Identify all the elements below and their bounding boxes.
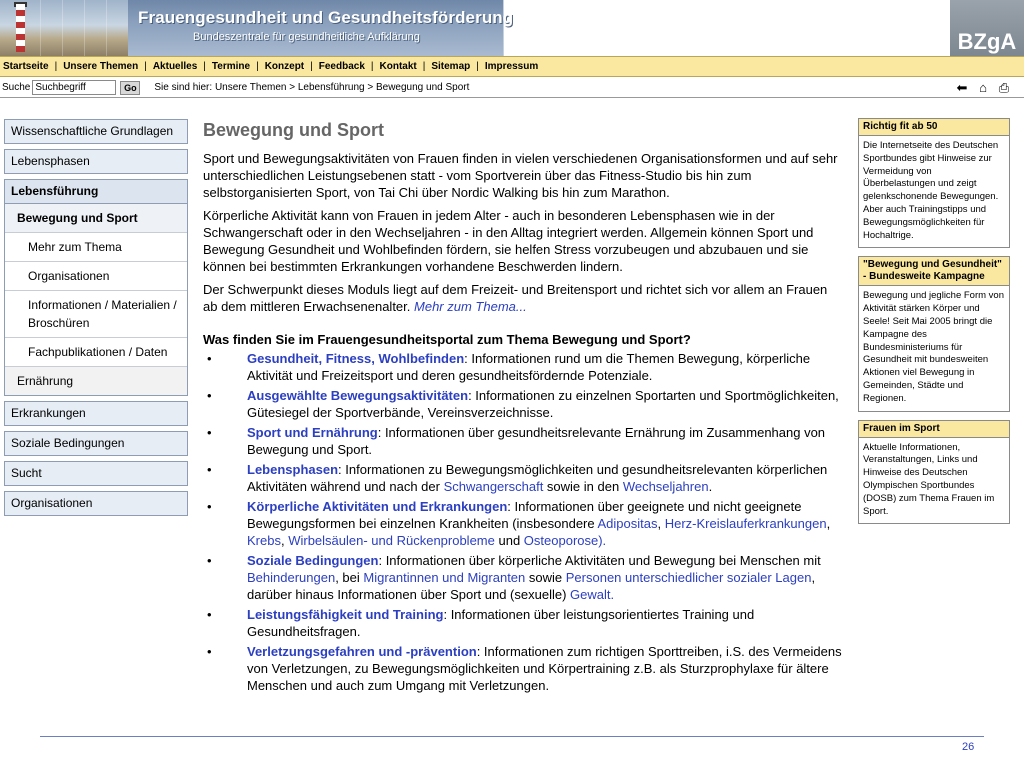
topic-link[interactable]: Verletzungsgefahren und -prävention: [247, 644, 477, 659]
more-link[interactable]: Mehr zum Thema...: [414, 299, 527, 314]
topic-description: ,: [657, 516, 665, 531]
info-boxes: [858, 118, 1010, 532]
topic-description: sowie: [525, 570, 566, 585]
nav-termine[interactable]: Termine: [211, 61, 251, 72]
page-number: 26: [962, 741, 975, 753]
search-input[interactable]: [32, 80, 116, 95]
topic-link[interactable]: Leistungsfähigkeit und Training: [247, 607, 444, 622]
inline-link[interactable]: Gewalt.: [570, 587, 615, 602]
topic-link[interactable]: Sport und Ernährung: [247, 425, 378, 440]
nav-separator: |: [256, 61, 259, 72]
page-title: Bewegung und Sport: [203, 120, 384, 140]
list-item: [203, 606, 845, 640]
sidebar-item-lebensfuehrung[interactable]: Lebensführung: [4, 179, 188, 204]
info-box-title[interactable]: Frauen im Sport: [859, 421, 1009, 438]
section-heading: Was finden Sie im Frauengesundheitsportal zum Thema Bewegung und Sport?: [203, 332, 691, 347]
topic-list: [203, 350, 845, 694]
focus-paragraph: [203, 281, 845, 315]
bzga-logo[interactable]: BZgA: [950, 0, 1024, 56]
sidebar-subitem-fachpublikationen[interactable]: Fachpublikationen / Daten: [5, 338, 187, 367]
header-banner: [0, 0, 1024, 56]
back-arrow-icon[interactable]: ⬅: [956, 80, 968, 95]
topic-description: ,: [826, 516, 831, 531]
info-box-kampagne[interactable]: [858, 256, 1010, 411]
sidebar-item-wissenschaftliche-grundlagen[interactable]: Wissenschaftliche Grundlagen: [4, 119, 188, 144]
breadcrumb: Sie sind hier: Unsere Themen > Lebensführung > Bewegung und Sport: [154, 82, 470, 93]
topic-description: : Informationen zu Bewegungsmöglichkeiten und gesundheitsrelevanten körperlichen Aktivitäten während und nach der: [247, 462, 828, 494]
site-title: Frauengesundheit und Gesundheitsförderung: [138, 8, 514, 27]
topic-link[interactable]: Körperliche Aktivitäten und Erkrankungen: [247, 499, 508, 514]
info-box-title[interactable]: "Bewegung und Gesundheit" - Bundesweite Kampagne: [859, 257, 1009, 286]
nav-separator: |: [422, 61, 426, 72]
topic-description: ,: [280, 533, 289, 548]
list-item: [203, 424, 845, 458]
intro-paragraph: Sport und Bewegungsaktivitäten von Frauen finden in vielen verschiedenen Organisationsformen und auf sehr unterschiedlichen Leistungsebenen statt - vom Sportverein über das Fitness-Studio bis hin zum selbstorganisierten Sport, von Tai Chi über Nordic Walking bis hin zum Marathon.: [203, 151, 838, 200]
inline-link[interactable]: Herz-Kreislauferkrankungen: [664, 516, 827, 531]
nav-separator: |: [310, 61, 313, 72]
top-navigation: [0, 56, 1024, 77]
inline-link[interactable]: Wirbelsäulen- und Rückenprobleme: [288, 533, 495, 548]
nav-aktuelles[interactable]: Aktuelles: [152, 61, 198, 72]
bullet: •: [207, 607, 212, 622]
print-icon[interactable]: ⎙: [998, 80, 1010, 95]
sidebar-item-sucht[interactable]: Sucht: [4, 461, 188, 486]
inline-link[interactable]: Behinderungen: [247, 570, 336, 585]
focus-text: Der Schwerpunkt dieses Moduls liegt auf dem Freizeit- und Breitensport und richtet sich vor allem an Frauen ab dem mittleren Erwachsenenalter.: [203, 282, 828, 314]
info-box-richtig-fit[interactable]: [858, 118, 1010, 248]
activity-paragraph: Körperliche Aktivität kann von Frauen in jedem Alter - auch in besonderen Lebensphasen wie in der Schwangerschaft oder in den Wechseljahren - in den Alltag integriert werden. Allgemein können Sport und Bewegung Gesundheit und Wohlbefinden fördern, sie helfen Stress vorzubeugen und abzubauen und sie können bei bestimmten Erkrankungen vorhandene Beschwerden lindern.: [203, 208, 814, 274]
bullet: •: [207, 644, 212, 659]
topic-link[interactable]: Lebensphasen: [247, 462, 339, 477]
sidebar-item-lebensphasen[interactable]: Lebensphasen: [4, 149, 188, 174]
lighthouse-tower: [16, 4, 25, 52]
main-content: [203, 120, 845, 697]
sidebar-item-organisationen[interactable]: Organisationen: [4, 491, 188, 516]
nav-separator: |: [476, 61, 479, 72]
topic-description: : Informationen zu einzelnen Sportarten und Sportmöglichkeiten, Gütesiegel der Sportverbände, Vereinsverzeichnisse.: [247, 388, 839, 420]
site-subtitle: Bundeszentrale für gesundheitliche Aufklärung: [193, 31, 420, 43]
info-box-body: Aktuelle Informationen, Veranstaltungen, Links und Hinweise des Deutschen Olympischen Sportbundes (DOSB) zum Thema Frauen im Sport.: [863, 441, 995, 517]
topic-description: : Informationen über gesundheitsrelevante Ernährung im Zusammenhang von Bewegung und Sport.: [247, 425, 826, 457]
nav-impressum[interactable]: Impressum: [484, 61, 539, 72]
nav-separator: |: [54, 61, 58, 72]
list-item: [203, 350, 845, 384]
topic-description: : Informationen über leistungsorientiertes Training und Gesundheitsfragen.: [247, 607, 755, 639]
nav-kontakt[interactable]: Kontakt: [379, 61, 417, 72]
bullet: •: [207, 425, 212, 440]
sidebar-subitem-mehr-zum-thema[interactable]: Mehr zum Thema: [5, 233, 187, 262]
topic-description: : Informationen rund um die Themen Bewegung, körperliche Aktivität und Freizeitsport und deren gesundheitsfördernde Potenziale.: [247, 351, 811, 383]
topic-link[interactable]: Soziale Bedingungen: [247, 553, 379, 568]
list-item: [203, 552, 845, 603]
photo-overlay: [40, 0, 130, 56]
topic-description: sowie in den: [543, 479, 623, 494]
info-box-frauen-im-sport[interactable]: [858, 420, 1010, 525]
bullet: •: [207, 462, 212, 477]
inline-link[interactable]: Osteoporose).: [523, 533, 607, 548]
nav-separator: |: [144, 61, 147, 72]
inline-link[interactable]: Krebs: [247, 533, 281, 548]
topic-description: , darüber hinaus Informationen über Sport und (sexuelle): [247, 570, 816, 602]
nav-separator: |: [370, 61, 374, 72]
bullet: •: [207, 553, 212, 568]
info-box-body: Die Internetseite des Deutschen Sportbundes gibt Hinweise zur Vermeidung von Überbelastungen und zeigt gelenkschonende Bewegungen. Aber auch Trainingstipps und Bewegungsmöglichkeiten für Hochaltrige.: [863, 140, 999, 241]
lighthouse-photo: [0, 0, 130, 56]
nav-startseite[interactable]: Startseite: [3, 61, 49, 72]
sidebar-subitem-informationen-materialien[interactable]: Informationen / Materialien / Broschüren: [5, 291, 187, 338]
inline-link[interactable]: Adipositas: [597, 516, 658, 531]
topic-description: .: [708, 479, 713, 494]
sidebar-subitem-bewegung-und-sport[interactable]: Bewegung und Sport: [5, 204, 187, 233]
bullet: •: [207, 388, 212, 403]
info-box-body: Bewegung und jegliche Form von Aktivität stärken Körper und Seele! Seit Mai 2005 bringt die Kampagne des Bundesministeriums für Gesundheit mit bundesweiten Aktionen viel Bewegung in Gemeinden, Städte und Regionen.: [863, 290, 1005, 404]
sidebar-subitem-organisationen[interactable]: Organisationen: [5, 262, 187, 291]
topic-description: : Informationen über geeignete und nicht geeignete Bewegungsformen bei einzelnen Krankheiten (insbesondere: [247, 499, 802, 531]
bullet: •: [207, 499, 212, 514]
nav-konzept[interactable]: Konzept: [264, 61, 305, 72]
go-button[interactable]: Go: [120, 81, 140, 95]
inline-link[interactable]: Schwangerschaft: [443, 479, 544, 494]
list-item: [203, 461, 845, 495]
search-bar: [0, 78, 1024, 98]
inline-link[interactable]: Personen unterschiedlicher sozialer Lagen: [565, 570, 812, 585]
sidebar-item-soziale-bedingungen[interactable]: Soziale Bedingungen: [4, 431, 188, 456]
topic-link[interactable]: Gesundheit, Fitness, Wohlbefinden: [247, 351, 465, 366]
list-item: [203, 498, 845, 549]
nav-separator: |: [203, 61, 206, 72]
sidebar-subitem-ernaehrung[interactable]: Ernährung: [5, 367, 187, 395]
sidebar-item-erkrankungen[interactable]: Erkrankungen: [4, 401, 188, 426]
list-item: [203, 643, 845, 694]
topic-description: und: [494, 533, 524, 548]
list-item: [203, 387, 845, 421]
info-box-title[interactable]: Richtig fit ab 50: [859, 119, 1009, 136]
topic-link[interactable]: Ausgewählte Bewegungsaktivitäten: [247, 388, 469, 403]
page-tools: [954, 80, 1012, 95]
search-label: Suche: [2, 82, 31, 93]
home-icon[interactable]: ⌂: [979, 80, 987, 95]
nav-feedback[interactable]: Feedback: [318, 61, 365, 72]
footer-divider: [40, 736, 984, 737]
sidebar-navigation: [4, 119, 188, 521]
nav-sitemap[interactable]: Sitemap: [431, 61, 471, 72]
topic-description: : Informationen über körperliche Aktivitäten und Bewegung bei Menschen mit: [378, 553, 821, 568]
bullet: •: [207, 351, 212, 366]
sidebar-submenu: [4, 204, 188, 396]
nav-unsere-themen[interactable]: Unsere Themen: [63, 61, 139, 72]
topic-description: : Informationen zum richtigen Sporttreiben, i.S. des Vermeidens von Verletzungen, zu Bewegungsmöglichkeiten und Körpertraining z.B. als Sturzprophylaxe für ältere Menschen und auch zum Umgang mit Verletzungen.: [247, 644, 842, 693]
inline-link[interactable]: Wechseljahren: [622, 479, 709, 494]
topic-description: , bei: [335, 570, 364, 585]
inline-link[interactable]: Migrantinnen und Migranten: [363, 570, 526, 585]
